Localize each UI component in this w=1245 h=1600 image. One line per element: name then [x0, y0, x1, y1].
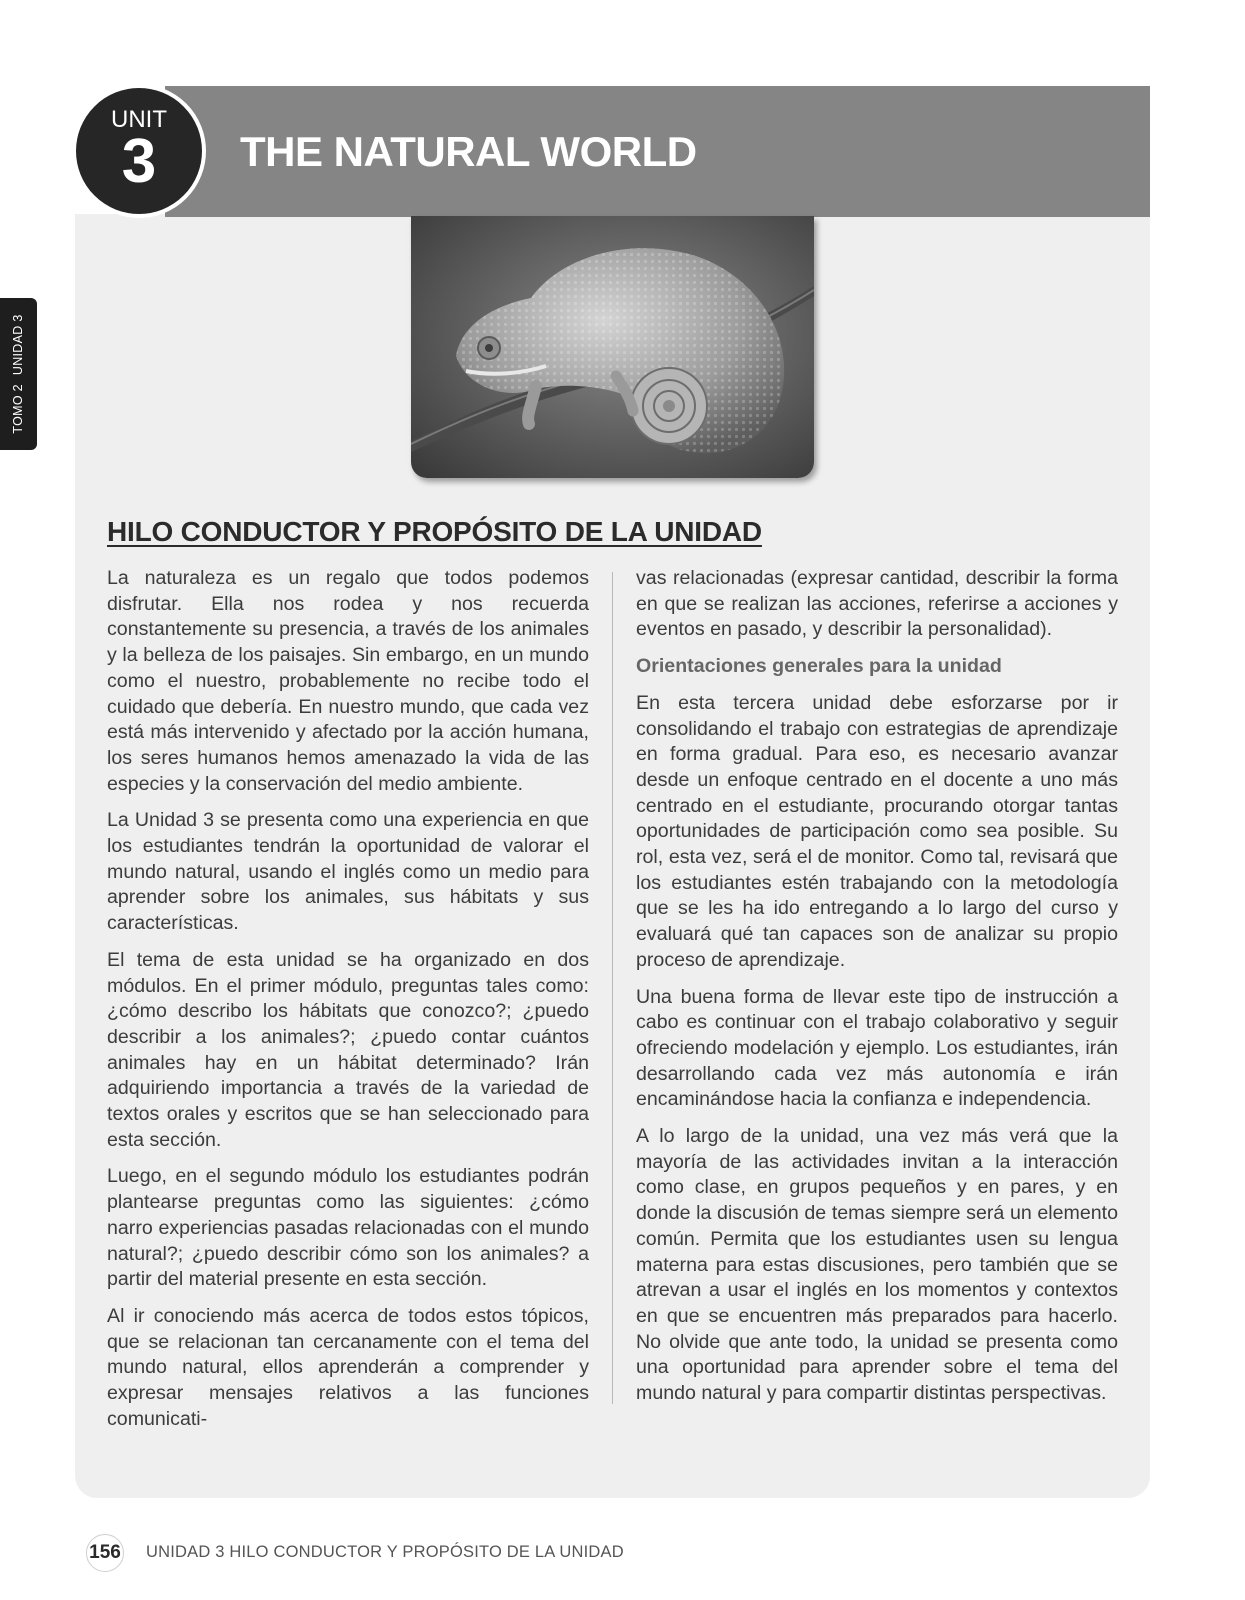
paragraph: La Unidad 3 se presenta como una experiencia en que los estudiantes tendrán la oportunidad de valorar el mundo natural, usando el inglés como un medio para aprender sobre los animales, sus hábitats y sus características. [107, 809, 589, 935]
paragraph: El tema de esta unidad se ha organizado en dos módulos. En el primer módulo, preguntas tales como: ¿cómo describo los hábitats que conozco?; ¿puedo describir a los animales?; ¿puedo contar cuántos animales hay en un hábitat determinado? Irán adquiriendo importancia a través de la variedad de textos orales y escritos que se han seleccionado para esta sección. [107, 948, 589, 1151]
right-column [636, 566, 1118, 1418]
paragraph: A lo largo de la unidad, una vez más verá que la mayoría de las actividades invitan a la interacción como clase, en grupos pequeños y en pares, y en donde la discusión de temas siempre será un elemento común. Permita que los estudiantes usen su lengua materna para estas discusiones, pero también que se atrevan a usar el inglés en los momentos y contextos en que se encuentren más preparados para hacerlo. No olvide que ante todo, la unidad se presenta como una oportunidad para aprender sobre el tema del mundo natural y para compartir distintas perspectivas. [636, 1125, 1118, 1405]
footer-text: UNIDAD 3 HILO CONDUCTOR Y PROPÓSITO DE LA UNIDAD [146, 1543, 624, 1561]
unit-badge-label: UNIT [111, 106, 167, 133]
page-number: 156 [86, 1534, 124, 1572]
side-tab-volume: TOMO 2 [11, 384, 25, 434]
column-divider [612, 572, 613, 1404]
paragraph: Al ir conociendo más acerca de todos estos tópicos, que se relacionan tan cercanamente con el tema del mundo natural, ellos aprenderán a comprender y expresar mensajes relativos a las funciones comunicati- [107, 1304, 589, 1430]
paragraph: Una buena forma de llevar este tipo de instrucción a cabo es continuar con el trabajo colaborativo y seguir ofreciendo modelación y ejemplo. Los estudiantes, irán desarrollando cada vez más autonomía e irán encaminándose hacia la confianza e independencia. [636, 985, 1118, 1111]
unit-badge-number: 3 [121, 127, 157, 196]
left-column [107, 566, 589, 1444]
paragraph: En esta tercera unidad debe esforzarse por ir consolidando el trabajo con estrategias de aprendizaje en forma gradual. Para eso, es necesario avanzar desde un enfoque centrado en el docente a uno más centrado en el estudiante, procurando otorgar tantas oportunidades de participación como sea posible. Su rol, esta vez, será el de monitor. Como tal, revisará que los estudiantes estén trabajando con la metodología que se les ha ido entregando a lo largo del curso y evaluará qué tan capaces son de analizar su propio proceso de aprendizaje. [636, 691, 1118, 971]
chameleon-photo [411, 216, 814, 478]
subheading: Orientaciones generales para la unidad [636, 655, 1002, 678]
section-heading: HILO CONDUCTOR Y PROPÓSITO DE LA UNIDAD [107, 516, 762, 547]
side-tab-unit: UNIDAD 3 [11, 314, 25, 376]
side-tab-label [11, 314, 25, 433]
paragraph: La naturaleza es un regalo que todos podemos disfrutar. Ella nos rodea y nos recuerda constantemente su presencia, a través de los animales y la belleza de los paisajes. Sin embargo, en un mundo como el nuestro, probablemente no recibe todo el cuidado que debería. En nuestro mundo, que cada vez está más intervenido y afectado por la acción humana, los seres humanos hemos amenazado la vida de las especies y la conservación del medio ambiente. [107, 567, 589, 795]
unit-badge [72, 84, 206, 218]
paragraph: Luego, en el segundo módulo los estudiantes podrán plantearse preguntas como las siguientes: ¿cómo narro experiencias pasadas relacionadas con el mundo natural?; ¿puedo describir cómo son los animales? a partir del material presente en esta sección. [107, 1165, 589, 1291]
unit-title: THE NATURAL WORLD [240, 128, 697, 175]
paragraph: vas relacionadas (expresar cantidad, describir la forma en que se realizan las acciones, referirse a acciones y eventos en pasado, y describir la personalidad). [636, 567, 1118, 641]
